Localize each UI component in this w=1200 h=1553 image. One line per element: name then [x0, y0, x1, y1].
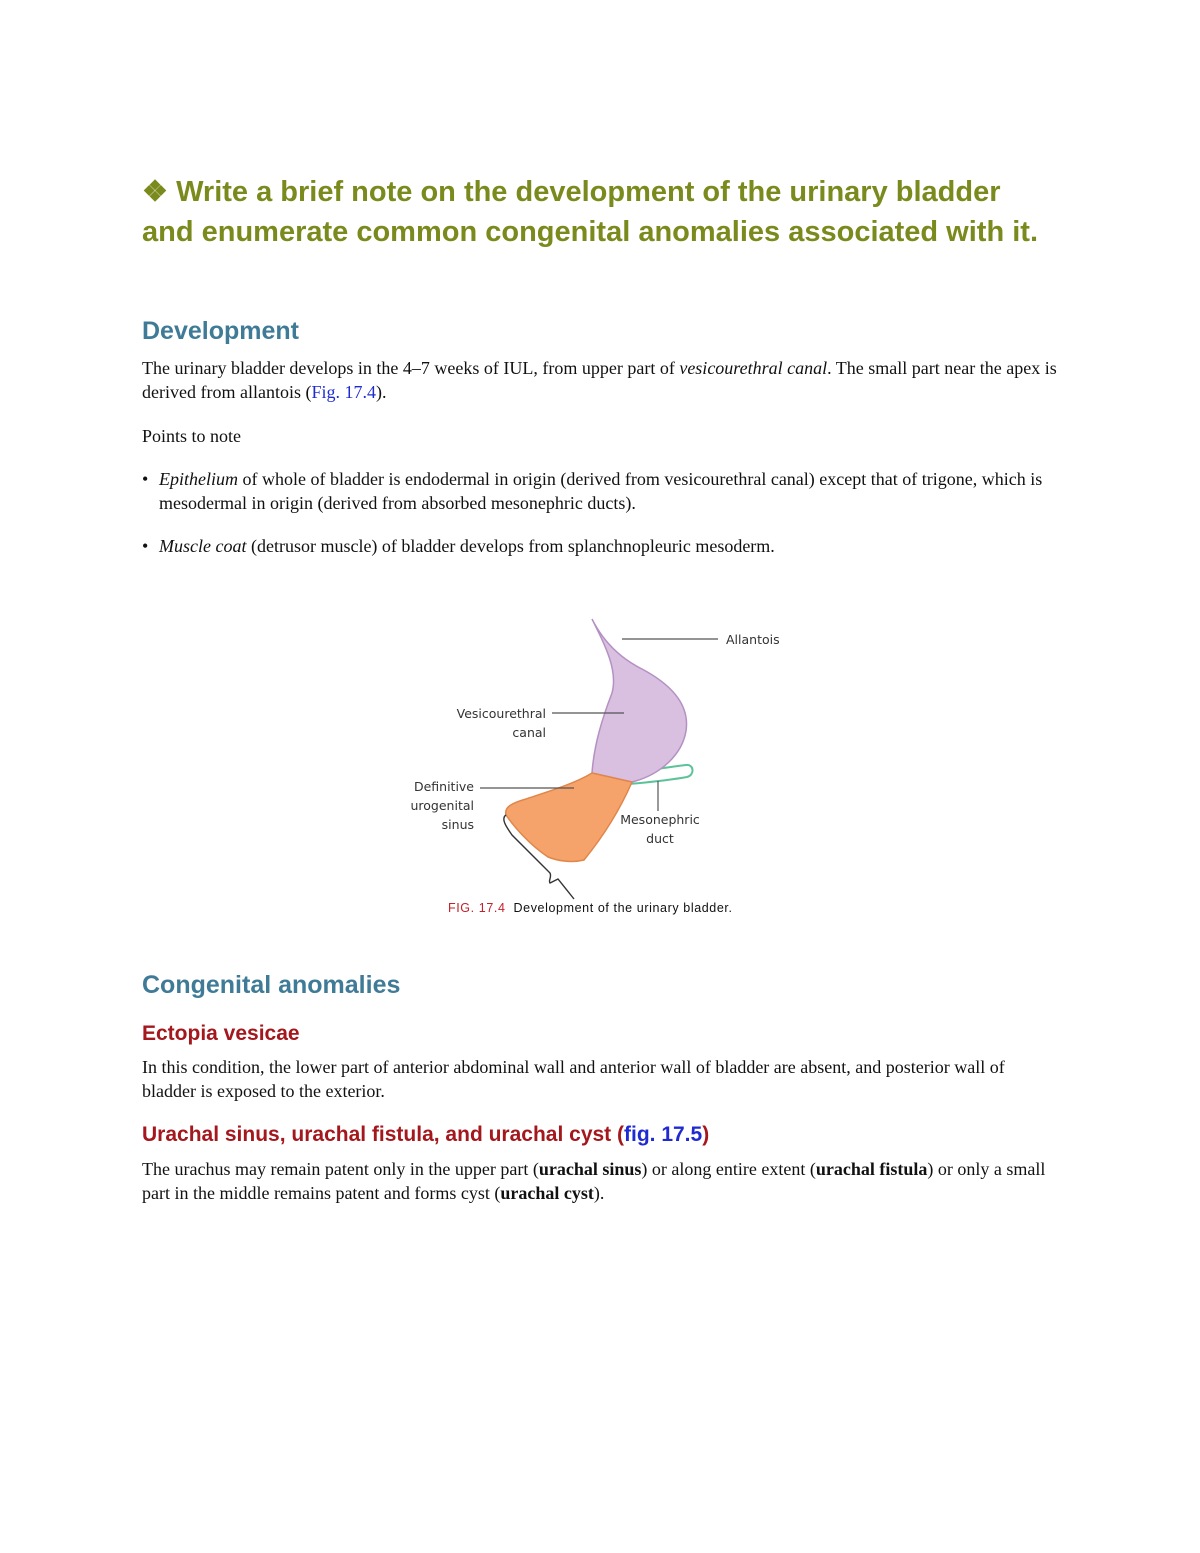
diamond-dots-icon: ❖	[142, 176, 168, 208]
definitive-label: urogenital	[410, 798, 474, 813]
question-title	[142, 172, 1042, 252]
bullet-text: Epithelium of whole of bladder is endodermal in origin (derived from vesicourethral canal) except that of trigone, which is mesodermal in origin (derived from absorbed mesonephric ducts).	[159, 469, 1043, 513]
development-intro: The urinary bladder develops in the 4–7 weeks of IUL, from upper part of vesicourethral canal. The small part near the apex is derived from allantois (Fig. 17.4).	[142, 358, 1057, 402]
vesicourethral-canal-shape	[592, 619, 687, 782]
figure-caption: FIG. 17.4 Development of the urinary bladder.	[448, 901, 733, 915]
figure-number: FIG. 17.4	[448, 901, 506, 915]
allantois-label: Allantois	[726, 632, 780, 647]
vesicourethral-label: Vesicourethral	[456, 706, 546, 721]
bullet-icon: •	[142, 469, 149, 489]
definitive-label: sinus	[441, 817, 474, 832]
bullet-text: Muscle coat (detrusor muscle) of bladder develops from splanchnopleuric mesoderm.	[159, 536, 775, 556]
bullet-icon: •	[142, 536, 149, 556]
anomalies-heading: Congenital anomalies	[142, 971, 401, 999]
vesicourethral-label: canal	[512, 725, 546, 740]
ectopia-text: In this condition, the lower part of anterior abdominal wall and anterior wall of bladder are absent, and posterior wall of bladder is exposed to the exterior.	[142, 1057, 1005, 1101]
mesonephric-label: Mesonephric	[620, 812, 700, 827]
urachal-heading: Urachal sinus, urachal fistula, and urachal cyst (fig. 17.5)	[142, 1123, 710, 1146]
urachal-text: The urachus may remain patent only in the upper part (urachal sinus) or along entire extent (urachal fistula) or only a small part in the middle remains patent and forms cyst (urachal cyst).	[142, 1159, 1046, 1203]
vesicourethral-term: vesicourethral canal	[679, 358, 828, 378]
development-heading: Development	[142, 317, 299, 345]
ectopia-heading: Ectopia vesicae	[142, 1022, 300, 1045]
points-label: Points to note	[142, 426, 242, 446]
bladder-development-figure	[380, 605, 820, 900]
question-text: Write a brief note on the development of the urinary bladder and enumerate common congenital anomalies associated with it.	[142, 176, 1038, 248]
fig-17-5-link[interactable]: fig. 17.5	[624, 1123, 703, 1146]
mesonephric-label: duct	[646, 831, 674, 846]
definitive-label: Definitive	[413, 779, 474, 794]
fig-17-4-link[interactable]: Fig. 17.4	[311, 382, 376, 402]
